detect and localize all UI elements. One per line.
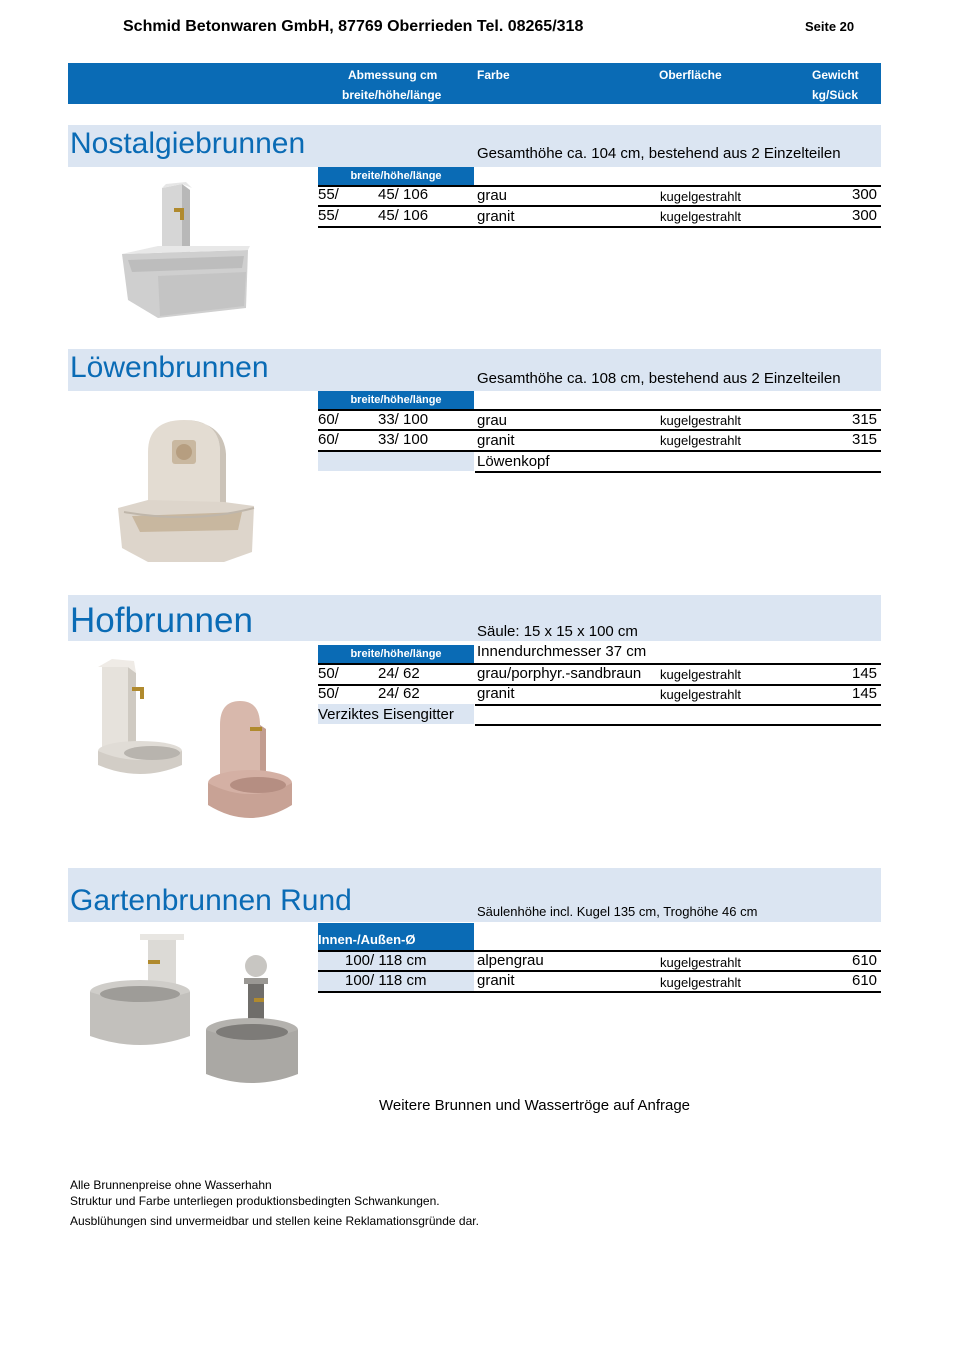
row-farbe: granit — [477, 208, 515, 225]
row-hl: 45/ 106 — [378, 207, 429, 224]
row-b: 50/ — [318, 665, 339, 682]
section-note-hof: Säule: 15 x 15 x 100 cm — [477, 623, 638, 640]
row-oberflaeche: kugelgestrahlt — [660, 975, 741, 990]
footer-line-1: Alle Brunnenpreise ohne Wasserhahn — [70, 1178, 272, 1192]
footer-line-3: Ausblühungen sind unvermeidbar und stellen keine Reklamationsgründe dar. — [70, 1214, 479, 1228]
row-farbe: grau/porphyr.-sandbraun — [477, 665, 642, 682]
row-b: 50/ — [318, 685, 339, 702]
row-oberflaeche: kugelgestrahlt — [660, 687, 741, 702]
section-note2-hof: Innendurchmesser 37 cm — [477, 643, 647, 660]
section-title-hof: Hofbrunnen — [70, 601, 253, 640]
rule — [475, 704, 881, 706]
subheader-nostalgie: breite/höhe/länge — [318, 167, 474, 185]
section-note-nostalgie: Gesamthöhe ca. 104 cm, bestehend aus 2 Einzelteilen — [477, 145, 841, 162]
row-gewicht: 610 — [852, 952, 878, 969]
row-dim: 100/ 118 cm — [345, 972, 427, 989]
section-note-garten: Säulenhöhe incl. Kugel 135 cm, Troghöhe 46 cm — [477, 904, 758, 919]
row-farbe: grau — [477, 412, 508, 429]
row-farbe: granit — [477, 972, 515, 989]
company-header: Schmid Betonwaren GmbH, 87769 Oberrieden Tel. 08265/318 — [123, 18, 584, 35]
rule — [318, 226, 881, 228]
row-farbe: grau — [477, 187, 508, 204]
row-hl: 24/ 62 — [378, 685, 420, 702]
row-extra: Verziktes Eisengitter — [318, 706, 454, 723]
hofbrunnen-image — [90, 655, 300, 835]
row-b: 55/ — [318, 207, 339, 224]
more-on-request: Weitere Brunnen und Wassertröge auf Anfrage — [379, 1097, 691, 1114]
subheader-loewen: breite/höhe/länge — [318, 391, 474, 409]
rule — [475, 724, 881, 726]
page-number: Seite 20 — [805, 19, 855, 34]
section-note-loewen: Gesamthöhe ca. 108 cm, bestehend aus 2 Einzelteilen — [477, 370, 841, 387]
row-b: 60/ — [318, 431, 339, 448]
row-gewicht: 610 — [852, 972, 878, 989]
row-farbe: alpengrau — [477, 952, 544, 969]
row-oberflaeche: kugelgestrahlt — [660, 189, 741, 204]
row-oberflaeche: kugelgestrahlt — [660, 413, 741, 428]
section-title-nostalgie: Nostalgiebrunnen — [70, 127, 306, 160]
col-abmessung-sub: breite/höhe/länge — [342, 88, 442, 102]
gartenbrunnen-image — [88, 928, 303, 1086]
col-gewicht-sub: kg/Sück — [812, 88, 859, 102]
row-farbe: granit — [477, 685, 515, 702]
row-hl: 33/ 100 — [378, 411, 429, 428]
row-gewicht: 145 — [852, 665, 878, 682]
section-title-loewen: Löwenbrunnen — [70, 351, 269, 384]
row-b: 55/ — [318, 186, 339, 203]
row-oberflaeche: kugelgestrahlt — [660, 667, 741, 682]
rule — [475, 471, 881, 473]
row-oberflaeche: kugelgestrahlt — [660, 209, 741, 224]
section-title-garten: Gartenbrunnen Rund — [70, 884, 352, 917]
row-shade — [318, 452, 474, 471]
col-farbe: Farbe — [477, 68, 510, 82]
row-oberflaeche: kugelgestrahlt — [660, 955, 741, 970]
row-dim: 100/ 118 cm — [345, 952, 427, 969]
row-gewicht: 300 — [852, 186, 878, 203]
column-header-bar — [68, 63, 881, 104]
row-extra: Löwenkopf — [477, 453, 550, 470]
subheader-garten: Innen-/Außen-Ø — [318, 923, 474, 950]
row-b: 60/ — [318, 411, 339, 428]
row-farbe: granit — [477, 432, 515, 449]
col-abmessung: Abmessung cm — [348, 68, 438, 82]
nostalgiebrunnen-image — [110, 180, 260, 325]
loewenbrunnen-image — [112, 412, 262, 567]
rule — [318, 991, 881, 993]
row-hl: 45/ 106 — [378, 186, 429, 203]
row-gewicht: 315 — [852, 431, 878, 448]
row-gewicht: 315 — [852, 411, 878, 428]
col-oberflaeche: Oberfläche — [659, 68, 722, 82]
col-gewicht: Gewicht — [812, 68, 859, 82]
footer-line-2: Struktur und Farbe unterliegen produktionsbedingten Schwankungen. — [70, 1194, 440, 1208]
row-hl: 33/ 100 — [378, 431, 429, 448]
row-oberflaeche: kugelgestrahlt — [660, 433, 741, 448]
row-gewicht: 145 — [852, 685, 878, 702]
subheader-hof: breite/höhe/länge — [318, 645, 474, 663]
row-hl: 24/ 62 — [378, 665, 420, 682]
row-gewicht: 300 — [852, 207, 878, 224]
